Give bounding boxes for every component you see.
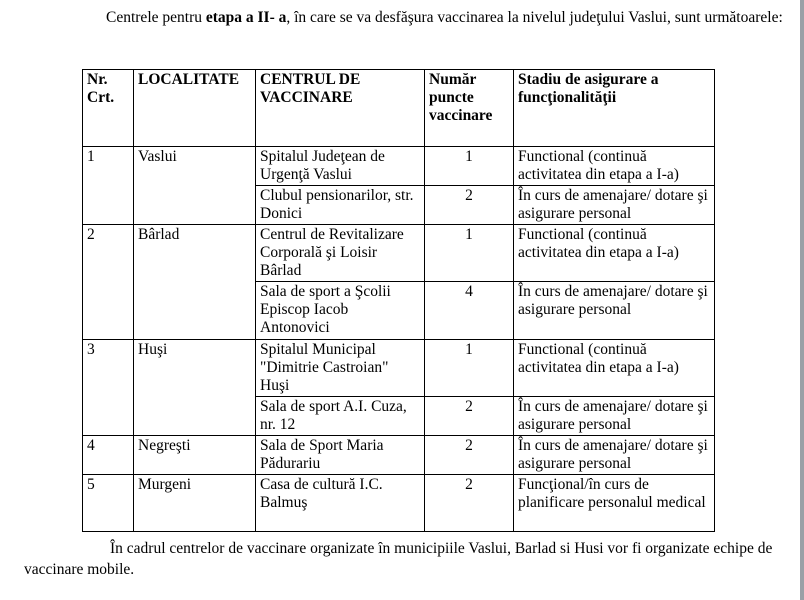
cell-stadiu: În curs de amenajare/ dotare şi asigurare personal	[514, 436, 715, 475]
outro-paragraph	[24, 538, 794, 580]
cell-nr: 2	[83, 225, 134, 340]
cell-stadiu: În curs de amenajare/ dotare şi asigurare personal	[514, 186, 715, 225]
cell-centru: Sala de sport a Şcolii Episcop Iacob Antonovici	[256, 282, 425, 340]
table-row	[83, 436, 715, 475]
cell-puncte: 1	[425, 147, 514, 186]
cell-centru: Centrul de Revitalizare Corporală şi Loisir Bârlad	[256, 225, 425, 282]
cell-stadiu: În curs de amenajare/ dotare şi asigurare personal	[514, 397, 715, 436]
cell-stadiu: Functional (continuă activitatea din etapa a I-a)	[514, 225, 715, 282]
table-row	[83, 475, 715, 532]
cell-localitate: Huşi	[134, 340, 256, 436]
cell-stadiu: Funcţional/în curs de planificare personalul medical	[514, 475, 715, 532]
cell-centru: Casa de cultură I.C. Balmuş	[256, 475, 425, 532]
intro-paragraph	[24, 8, 794, 28]
cell-puncte: 4	[425, 282, 514, 340]
header-puncte: Număr puncte vaccinare	[425, 70, 514, 147]
cell-centru: Spitalul Judeţean de Urgenţă Vaslui	[256, 147, 425, 186]
table-header-row	[83, 70, 715, 147]
cell-puncte: 2	[425, 397, 514, 436]
header-nr: Nr. Crt.	[83, 70, 134, 147]
intro-bold-stage: etapa a II- a	[205, 9, 287, 26]
cell-localitate: Vaslui	[134, 147, 256, 225]
cell-puncte: 1	[425, 340, 514, 397]
cell-stadiu: În curs de amenajare/ dotare şi asigurare personal	[514, 282, 715, 340]
cell-centru: Sala de sport A.I. Cuza, nr. 12	[256, 397, 425, 436]
cell-localitate: Negreşti	[134, 436, 256, 475]
cell-nr: 1	[83, 147, 134, 225]
header-centru: CENTRUL DE VACCINARE	[256, 70, 425, 147]
cell-localitate: Murgeni	[134, 475, 256, 532]
cell-centru: Clubul pensionarilor, str. Donici	[256, 186, 425, 225]
cell-nr: 5	[83, 475, 134, 532]
header-localitate: LOCALITATE	[134, 70, 256, 147]
table-row	[83, 340, 715, 397]
intro-text-end: , în care se va desfăşura vaccinarea la nivelul judeţului Vaslui, sunt următoarele:	[286, 9, 783, 26]
vaccination-centers-table	[82, 69, 715, 532]
table-row	[83, 147, 715, 186]
cell-stadiu: Functional (continuă activitatea din etapa a I-a)	[514, 340, 715, 397]
intro-text-start: Centrele pentru	[106, 9, 206, 26]
table-row	[83, 225, 715, 282]
page-edge	[800, 0, 804, 600]
cell-puncte: 2	[425, 186, 514, 225]
cell-centru: Spitalul Municipal "Dimitrie Castroian" Huşi	[256, 340, 425, 397]
cell-puncte: 2	[425, 436, 514, 475]
header-stadiu: Stadiu de asigurare a funcţionalităţii	[514, 70, 715, 147]
cell-puncte: 1	[425, 225, 514, 282]
outro-text: În cadrul centrelor de vaccinare organizate în municipiile Vaslui, Barlad si Husi vor fi organizate echipe de vaccinare mobile.	[24, 540, 773, 578]
cell-centru: Sala de Sport Maria Pădurariu	[256, 436, 425, 475]
cell-puncte: 2	[425, 475, 514, 532]
cell-nr: 4	[83, 436, 134, 475]
cell-stadiu: Functional (continuă activitatea din etapa a I-a)	[514, 147, 715, 186]
cell-nr: 3	[83, 340, 134, 436]
cell-localitate: Bârlad	[134, 225, 256, 340]
